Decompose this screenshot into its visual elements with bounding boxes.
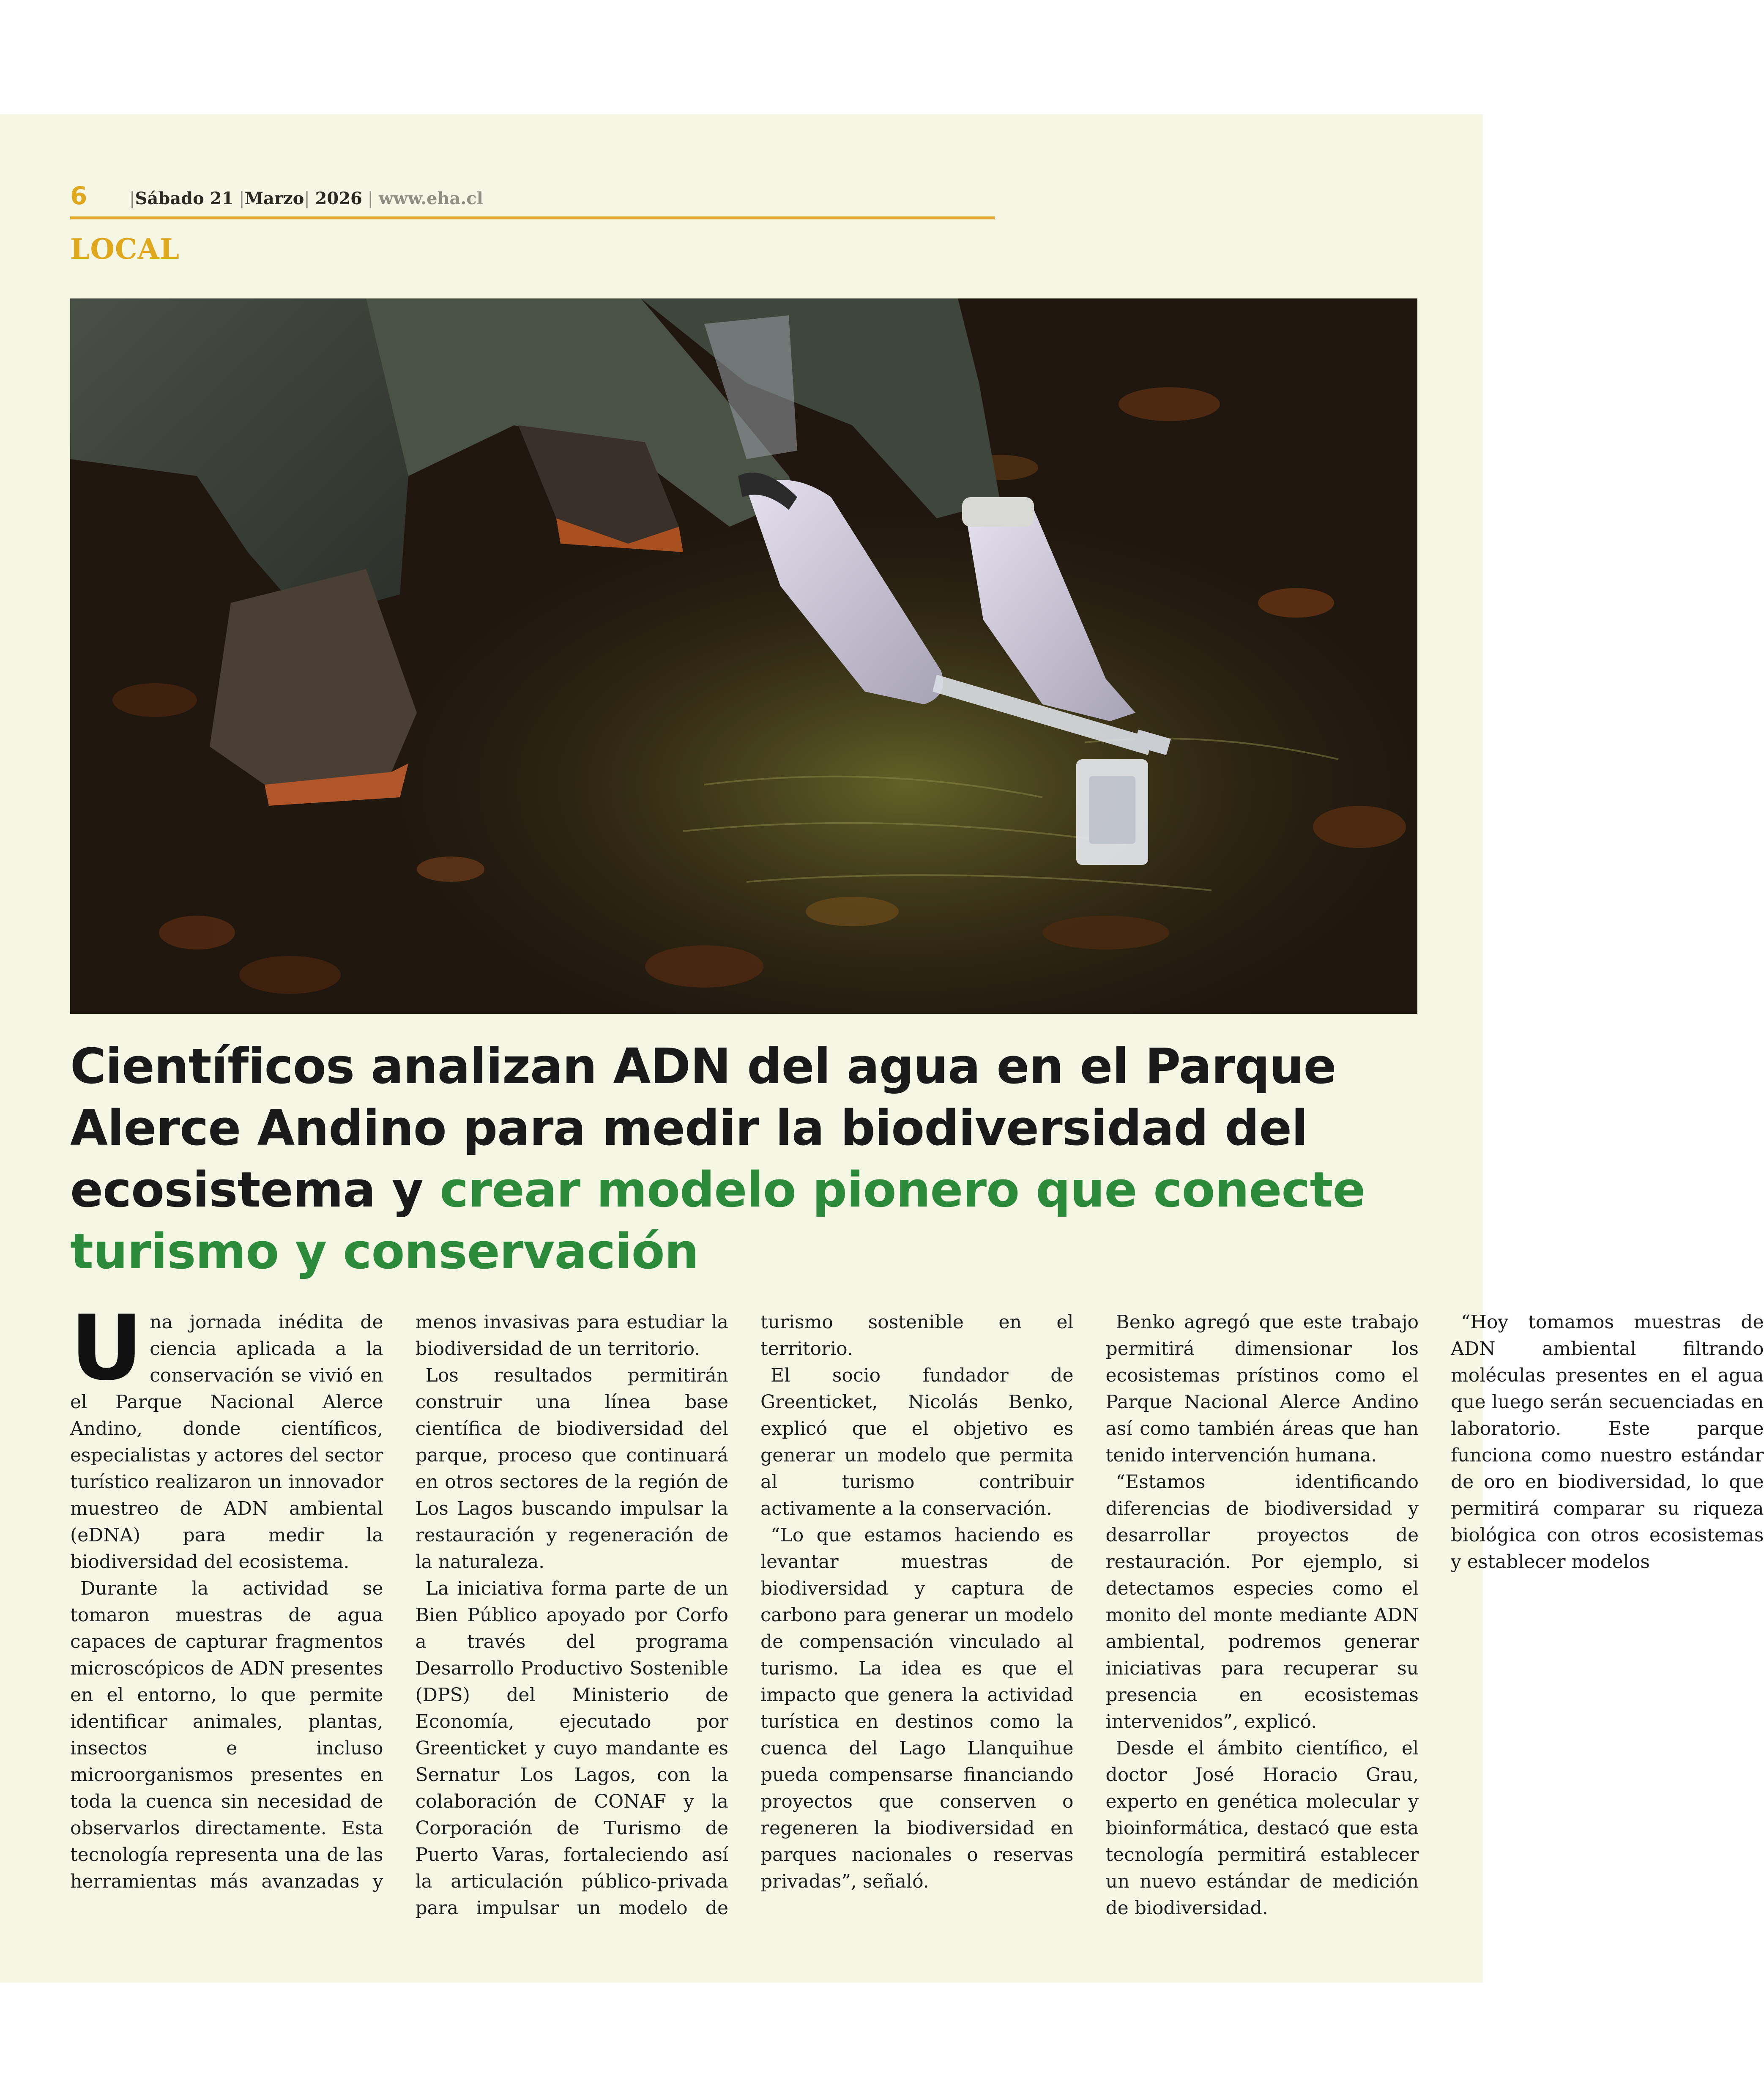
article-body — [70, 1296, 1764, 1926]
article-paragraph: Benko agregó que este trabajo permitirá dimensionar los ecosistemas prístinos como el Parque Nacional Alerce Andino así como también áreas que han tenido intervención humana. — [1105, 1311, 1419, 1466]
article-paragraph: “Hoy tomamos muestras de ADN ambiental filtrando moléculas presentes en el agua que luego serán secuenciadas en laboratorio. Este parque funciona como nuestro estándar de oro en biodiversidad, lo que permitirá comparar su riqueza biológica con otros ecosistemas y establecer modelos — [1451, 1311, 1764, 1573]
headline-main: Científicos analizan ADN del agua en el Parque Alerce Andino para medir la biodiversidad del ecosistema y — [70, 1038, 1336, 1218]
header-dateline: |Sábado 21 |Marzo| 2026 | www.eha.cl — [129, 189, 483, 208]
article-paragraph: Desde el ámbito científico, el doctor José Horacio Grau, experto en genética molecular y bioinformática, destacó que esta tecnología permitirá establecer un nuevo estándar de medición de biodiversidad. — [1105, 1738, 1419, 1919]
article-paragraph: Durante la actividad se tomaron muestras de agua capaces de capturar fragmentos microscópicos de ADN presentes en el entorno, lo que permite identificar animales, plantas, insectos e incluso microorganismos presentes en toda la cuenca sin necesidad de observarlos directamente. Esta tecnología representa una de las herramientas más avanzadas y menos invasivas para estudiar la biodiversidad de un territorio. — [70, 1311, 728, 1892]
date-year: 2026 — [315, 189, 362, 208]
photo-stream-sampling — [70, 298, 1417, 1014]
section-label: LOCAL — [70, 233, 180, 265]
article-paragraph: La iniciativa forma parte de un Bien Público apoyado por Corfo a través del programa Desarrollo Productivo Sostenible (DPS) del Ministerio de Economía, ejecutado por Greenticket y cuyo mandante es Sernatur Los Lagos, con la colaboración de CONAF y la Corporación de Turismo de Puerto Varas, fortaleciendo así la articulación público-privada para impulsar un modelo de turismo sostenible en el territorio. — [415, 1311, 1074, 1919]
page-number: 6 — [70, 181, 88, 210]
date-month: Marzo — [244, 189, 304, 208]
drop-cap: U — [70, 1296, 143, 1400]
date-day: Sábado 21 — [135, 189, 234, 208]
article-headline — [70, 1036, 1419, 1283]
article-photo — [70, 298, 1417, 1014]
article-paragraph: “Lo que estamos haciendo es levantar muestras de biodiversidad y captura de carbono para generar un modelo de compensación vinculado al turismo. La idea es que el impacto que genera la actividad turística en destinos como la cuenca del Lago Llanquihue pueda compensarse financiando proyectos que conserven o regeneren la biodiversidad en parques nacionales o reservas privadas”, señaló. — [760, 1524, 1074, 1892]
article-paragraph: El socio fundador de Greenticket, Nicolás Benko, explicó que el objetivo es generar un modelo que permita al turismo contribuir activamente a la conservación. — [760, 1365, 1074, 1519]
website-link[interactable]: www.eha.cl — [378, 189, 483, 208]
article-paragraph: Una jornada inédita de ciencia aplicada a la conservación se vivió en el Parque Nacional Alerce Andino, donde científicos, especialistas y actores del sector turístico realizaron un innovador muestreo de ADN ambiental (eDNA) para medir la biodiversidad del ecosistema. — [70, 1296, 383, 1573]
article-paragraph: “Estamos identificando diferencias de biodiversidad y desarrollar proyectos de restauración. Por ejemplo, si detectamos especies como el monito del monte mediante ADN ambiental, podremos generar iniciativas para recuperar su presencia en ecosistemas intervenidos”, explicó. — [1105, 1471, 1419, 1732]
headline-highlight: crear modelo pionero que conecte turismo y conservación — [70, 1162, 1365, 1280]
article-paragraph: Los resultados permitirán construir una línea base científica de biodiversidad del parque, proceso que continuará en otros sectores de la región de Los Lagos buscando impulsar la restauración y regeneración de la naturaleza. — [415, 1365, 728, 1573]
